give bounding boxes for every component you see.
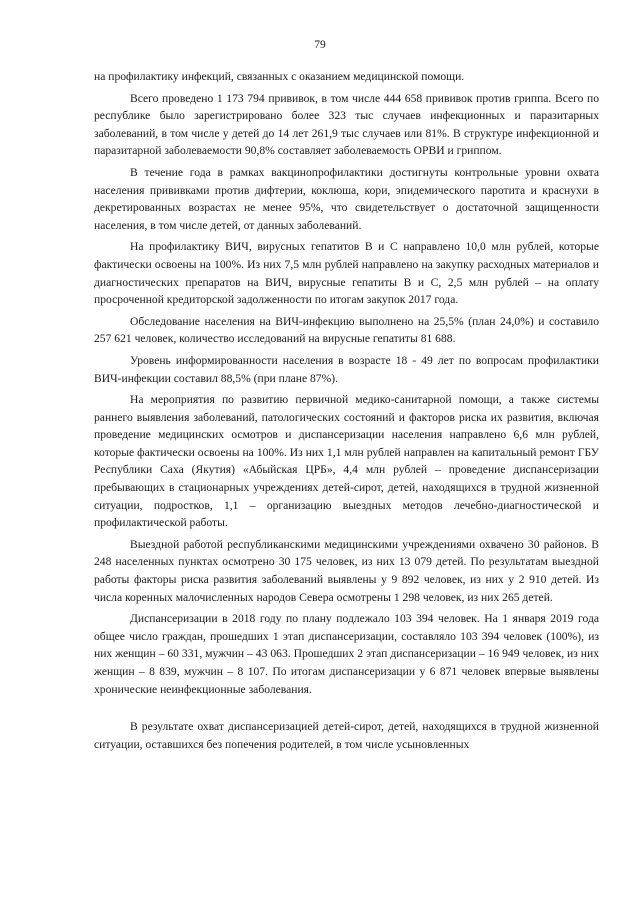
paragraph-9: Диспансеризации в 2018 году по плану подлежало 103 394 человек. На 1 января 2019 года общее число граждан, прошедших 1 этап диспансеризации, составляло 103 394 человек (100%), из них женщин – 60 331, мужчин – 43 063. Прошедших 2 этап диспансеризации – 16 949 человек, из них женщин – 8 839, мужчин – 8 107. По итогам диспансеризации у 6 871 человек впервые выявлены хронические неинфекционные заболевания. [94, 612, 599, 696]
paragraph-1: на профилактику инфекций, связанных с оказанием медицинской помощи. [94, 70, 465, 83]
paragraph-3: В течение года в рамках вакцинопрофилактики достигнуты контрольные уровни охвата населения прививками против дифтерии, коклюша, кори, эпидемического паротита и краснухи в декретированных возрастах не менее 95%, что свидетельствует о достаточной защищенности населения, в том числе детей, от данных заболеваний. [94, 165, 599, 232]
paragraph-10: В результате охват диспансеризацией детей-сирот, детей, находящихся в трудной жизненной ситуации, оставшихся без попечения родителей, в том числе усыновленных [94, 720, 599, 751]
paragraph-7: На мероприятия по развитию первичной медико-санитарной помощи, а также системы раннего выявления заболеваний, патологических состояний и факторов риска их развития, включая проведение медицинских осмотров и диспансеризации населения направлено 6,6 млн рублей, которые фактически освоены на 100%. Из них 1,1 млн рублей направлен на капитальный ремонт ГБУ Республики Саха (Якутия) «Абыйская ЦРБ», 4,4 млн рублей – проведение диспансеризации пребывающих в стационарных учреждениях детей-сирот, детей, находящихся в трудной жизненной ситуации, подростков, 1,1 – организацию выездных методов лечебно-диагностической и профилактической работы. [94, 393, 599, 530]
paragraph-5: Обследование населения на ВИЧ-инфекцию выполнено на 25,5% (план 24,0%) и составило 257 621 человек, количество исследований на вирусные гепатиты 81 688. [94, 314, 599, 346]
page-number: 79 [314, 39, 326, 51]
document-body [94, 68, 599, 757]
paragraph-2: Всего проведено 1 173 794 прививок, в том числе 444 658 прививок против гриппа. Всего по республике было зарегистрировано более 323 тыс случаев инфекционных и паразитарных заболеваний, в том числе у детей до 14 лет 261,9 тыс случаев или 81%. В структуре инфекционной и паразитарной заболеваемости 90,8% составляет заболеваемость ОРВИ и гриппом. [94, 91, 599, 158]
paragraph-8: Выездной работой республиканскими медицинскими учреждениями охвачено 30 районов. В 248 населенных пунктах осмотрено 30 175 человек, из них 13 079 детей. По результатам выездной работы факторы риска развития заболеваний выявлены у 9 892 человек, из них у 2 910 детей. Из числа коренных малочисленных народов Севера осмотрены 1 298 человек, из них 265 детей. [94, 537, 599, 604]
paragraph-6: Уровень информированности населения в возрасте 18 - 49 лет по вопросам профилактики ВИЧ-инфекции составил 88,5% (при плане 87%). [94, 353, 599, 385]
paragraph-4: На профилактику ВИЧ, вирусных гепатитов В и С направлено 10,0 млн рублей, которые фактически освоены на 100%. Из них 7,5 млн рублей направлено на закупку расходных материалов и диагностических препаратов на ВИЧ, вирусные гепатиты В и С, 2,5 млн рублей – на оплату просроченной кредиторской задолженности по итогам закупок 2017 года. [94, 240, 599, 307]
